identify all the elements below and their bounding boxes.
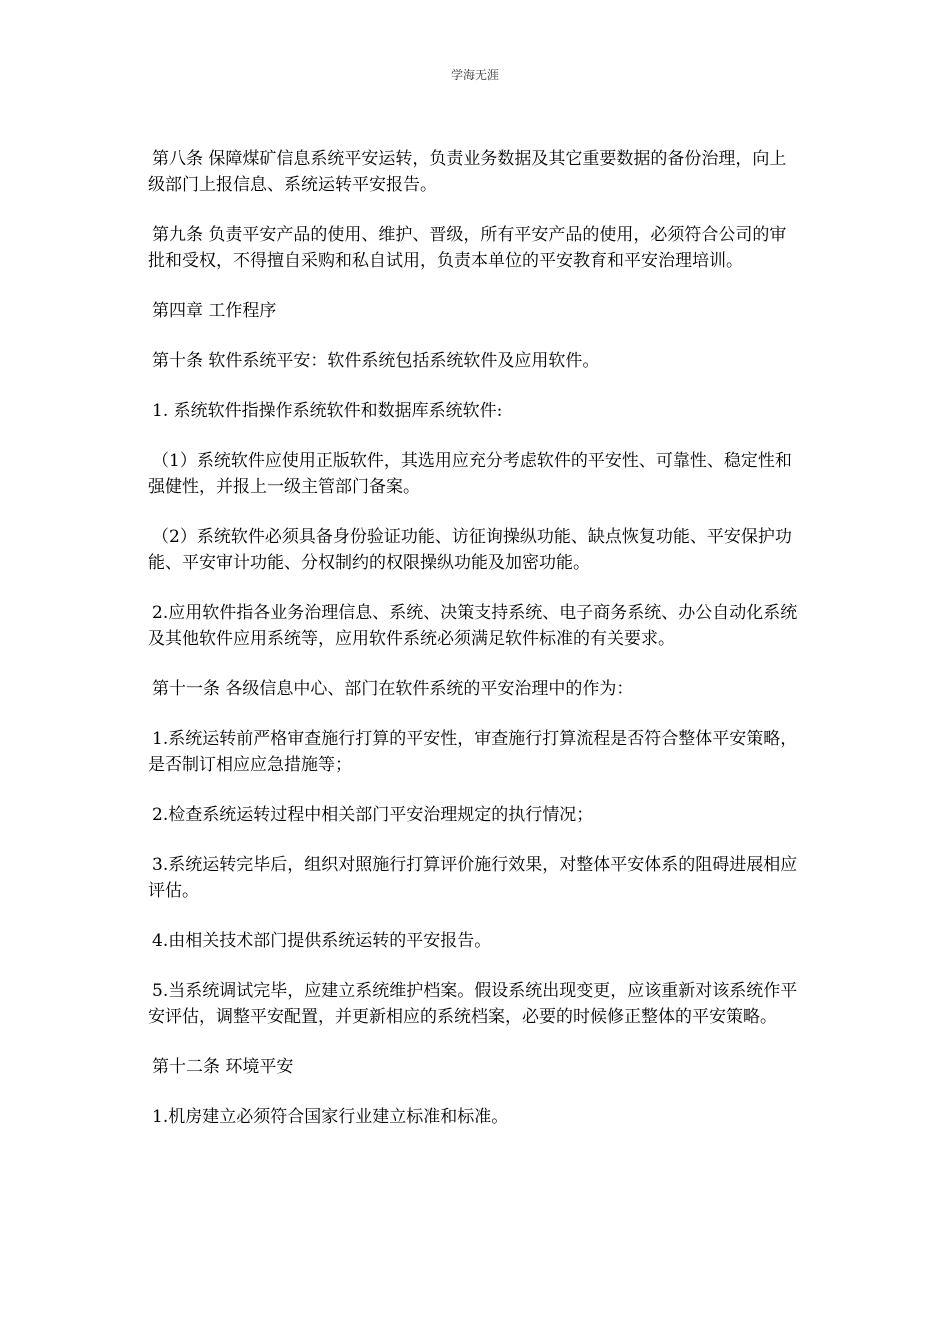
article-11-paragraph: 第十一条 各级信息中心、部门在软件系统的平安治理中的作为： [152, 679, 634, 699]
article-11-item-3: 3.系统运转完毕后，组织对照施行打算评价施行效果，对整体平安体系的阻碍进展相应评估。 [148, 855, 798, 901]
article-11-item-4: 4.由相关技术部门提供系统运转的平安报告。 [152, 931, 492, 951]
page-header: 学海无涯 [450, 68, 499, 82]
system-software-subitem-2: （2）系统软件必须具备身份验证功能、访征询操纵功能、缺点恢复功能、平安保护功能、平安审计功能、分权制约的权限操纵功能及加密功能。 [148, 527, 792, 573]
article-8-paragraph: 第八条 保障煤矿信息系统平安运转，负责业务数据及其它重要数据的备份治理，向上级部门上报信息、系统运转平安报告。 [148, 149, 787, 195]
system-software-item: 1. 系统软件指操作系统软件和数据库系统软件: [152, 401, 503, 421]
article-10-paragraph: 第十条 软件系统平安：软件系统包括系统软件及应用软件。 [152, 351, 600, 371]
article-11-item-2: 2.检查系统运转过程中相关部门平安治理规定的执行情况； [152, 805, 594, 825]
chapter-4-heading: 第四章 工作程序 [152, 301, 277, 321]
article-12-heading: 第十二条 环境平安 [152, 1057, 294, 1077]
article-11-item-5: 5.当系统调试完毕，应建立系统维护档案。假设系统出现变更，应该重新对该系统作平安评估，调整平安配置，并更新相应的系统档案，必要的时候修正整体的平安策略。 [148, 981, 798, 1027]
article-11-item-1: 1.系统运转前严格审查施行打算的平安性，审查施行打算流程是否符合整体平安策略，是否制订相应应急措施等； [148, 729, 798, 775]
article-12-item-1: 1.机房建立必须符合国家行业建立标准和标准。 [152, 1107, 509, 1127]
document-body [148, 146, 800, 1154]
application-software-item: 2.应用软件指各业务治理信息、系统、决策支持系统、电子商务系统、办公自动化系统及其他软件应用系统等，应用软件系统必须满足软件标准的有关要求。 [148, 603, 798, 649]
article-9-paragraph: 第九条 负责平安产品的使用、维护、晋级，所有平安产品的使用，必须符合公司的审批和受权，不得擅自采购和私自试用，负责本单位的平安教育和平安治理培训。 [148, 225, 787, 271]
system-software-subitem-1: （1）系统软件应使用正版软件，其选用应充分考虑软件的平安性、可靠性、稳定性和强健性，并报上一级主管部门备案。 [148, 451, 792, 497]
